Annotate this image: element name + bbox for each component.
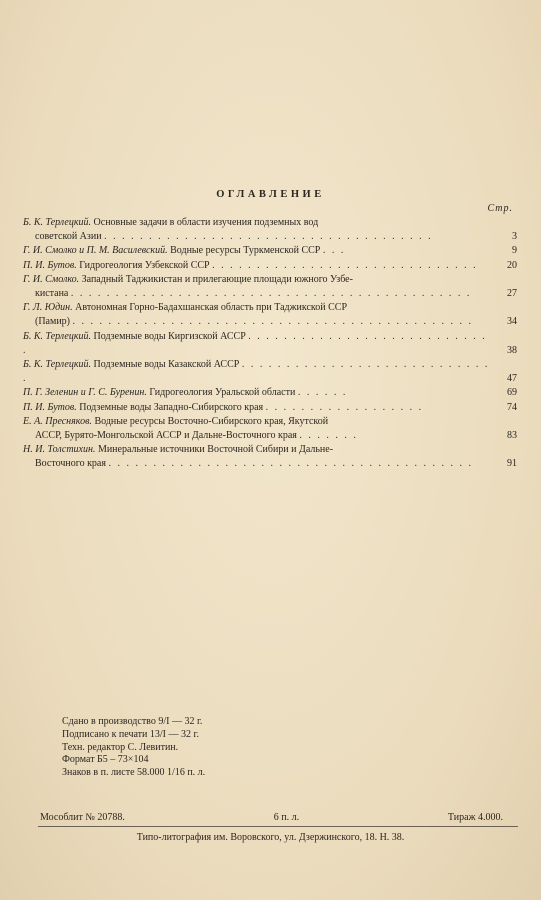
entry-author: Г. Л. Юдин.	[23, 302, 73, 314]
entry-page: 83	[507, 430, 517, 442]
toc-entry	[23, 216, 517, 244]
print-run: Тираж 4.000.	[447, 812, 503, 823]
leader-dots: . . . . . . . . . . . . . . . . . . . . . . . . . . . . . . . . . . . . . . . . .	[108, 458, 473, 470]
imprint-block	[62, 716, 205, 780]
imprint-line: Сдано в производство 9/I — 32 г.	[62, 716, 203, 727]
entry-title-cont: АССР, Бурято-Монгольской АССР и Дальне-Восточного края	[35, 430, 297, 442]
entry-page: 9	[512, 245, 517, 257]
toc-entry	[23, 415, 517, 443]
entry-title: Гидрогеология Уральской области	[146, 387, 296, 399]
entry-title-cont: Восточного края	[35, 458, 106, 470]
leader-dots: . . . . . . . . . . . . . . . . . . . . . . . . . . . . . . . . . . . . . . . . . . . . .	[72, 316, 473, 328]
entry-title: Минеральные источники Восточной Сибири и Дальне-	[95, 444, 334, 456]
entry-page: 69	[507, 387, 517, 399]
toc-entry	[23, 259, 517, 273]
entry-title: Водные ресурсы Восточно-Сибирского края, Якутской	[91, 415, 329, 427]
entry-author: Н. И. Толстихин.	[23, 444, 96, 456]
entry-title: Подземные воды Казакской АССР	[91, 359, 240, 371]
leader-dots: . . . . . . . . . . . . . . . . . . . . . . . . . . . . .	[23, 359, 490, 385]
entry-author: П. И. Бутов.	[23, 401, 77, 413]
toc-entry	[23, 244, 517, 258]
toc-title: ОГЛАВЛЕНИЕ	[216, 189, 325, 200]
entry-page: 20	[507, 259, 517, 271]
entry-page: 47	[507, 373, 517, 385]
entry-author: Г. И. Смолко.	[23, 273, 80, 285]
entry-author: Е. А. Пресняков.	[23, 415, 92, 427]
leader-dots: . . .	[322, 245, 346, 257]
leader-dots: . . . . . . . . . . . . . . . . . .	[265, 401, 424, 413]
toc-entry	[23, 443, 517, 471]
entry-title: Автономная Горно-Бадахшанская область при Таджикской ССР	[72, 302, 348, 314]
entry-title-cont: советской Азии	[35, 231, 102, 243]
publisher-number: Мособлит № 20788.	[40, 812, 125, 823]
entry-page: 38	[507, 344, 517, 356]
footer-row	[40, 812, 503, 823]
entry-author: П. И. Бутов.	[23, 259, 77, 271]
printer-line: Типо-литография им. Воровского, ул. Дзержинского, 18. Н. 38.	[136, 832, 405, 843]
leader-dots: . . . . . . . . . . . . . . . . . . . . . . . . . . . . . .	[212, 259, 478, 271]
toc-page-column-label: Стр.	[487, 203, 513, 214]
imprint-line: Техн. редактор С. Левитин.	[62, 741, 179, 753]
toc-entry	[23, 273, 517, 301]
sheet-count: 6 п. л.	[273, 812, 300, 823]
entry-page: 27	[507, 288, 517, 300]
entry-title: Гидрогеология Узбекской ССР	[76, 259, 210, 271]
leader-dots: . . . . . .	[297, 387, 348, 399]
toc-entry	[23, 401, 517, 415]
entry-page: 34	[507, 316, 517, 328]
toc-entry	[23, 358, 517, 386]
entry-title-cont: кистана	[35, 288, 69, 300]
imprint-line: Формат Б5 – 73×104	[62, 754, 149, 766]
entry-title: Подземные воды Западно-Сибирского края	[76, 401, 264, 413]
toc-entry	[23, 386, 517, 400]
leader-dots: . . . . . . . . . . . . . . . . . . . . . . . . . . . . . . . . . . . . .	[104, 231, 433, 243]
entry-title: Западный Таджикистан и прилегающие площади южного Узбе-	[79, 273, 353, 285]
entry-author: Б. К. Терлецкий.	[23, 217, 92, 228]
entry-author: П. Г. Зеленин и Г. С. Буренин.	[23, 387, 147, 399]
footer-divider	[38, 826, 518, 827]
leader-dots: . . . . . . . . . . . . . . . . . . . . . . . . . . . . . . . . . . . . . . . . . . . . .	[70, 288, 472, 300]
toc-entry	[23, 301, 517, 329]
entry-page: 91	[507, 458, 517, 470]
entry-page: 3	[512, 231, 517, 243]
entry-author: Б. К. Терлецкий.	[23, 330, 92, 342]
entry-author: Б. К. Терлецкий.	[23, 359, 92, 371]
leader-dots: . . . . . . . . . . . . . . . . . . . . . . . . . . . .	[23, 330, 487, 356]
leader-dots: . . . . . . .	[299, 430, 358, 442]
entry-title: Подземные воды Киргизской АССР	[91, 330, 246, 342]
entry-author: Г. И. Смолко и П. М. Василевский.	[23, 245, 168, 257]
entry-title: Основные задачи в области изучения подземных вод	[91, 217, 319, 228]
imprint-line: Знаков в п. листе 58.000 1/16 п. л.	[62, 767, 206, 779]
entry-title: Водные ресурсы Туркменской ССР	[167, 245, 321, 257]
entry-page: 74	[507, 401, 517, 413]
entry-title-cont: (Памир)	[35, 316, 70, 328]
imprint-line: Подписано к печати 13/I — 32 г.	[62, 728, 199, 740]
toc-list	[23, 216, 517, 472]
toc-entry	[23, 330, 517, 358]
